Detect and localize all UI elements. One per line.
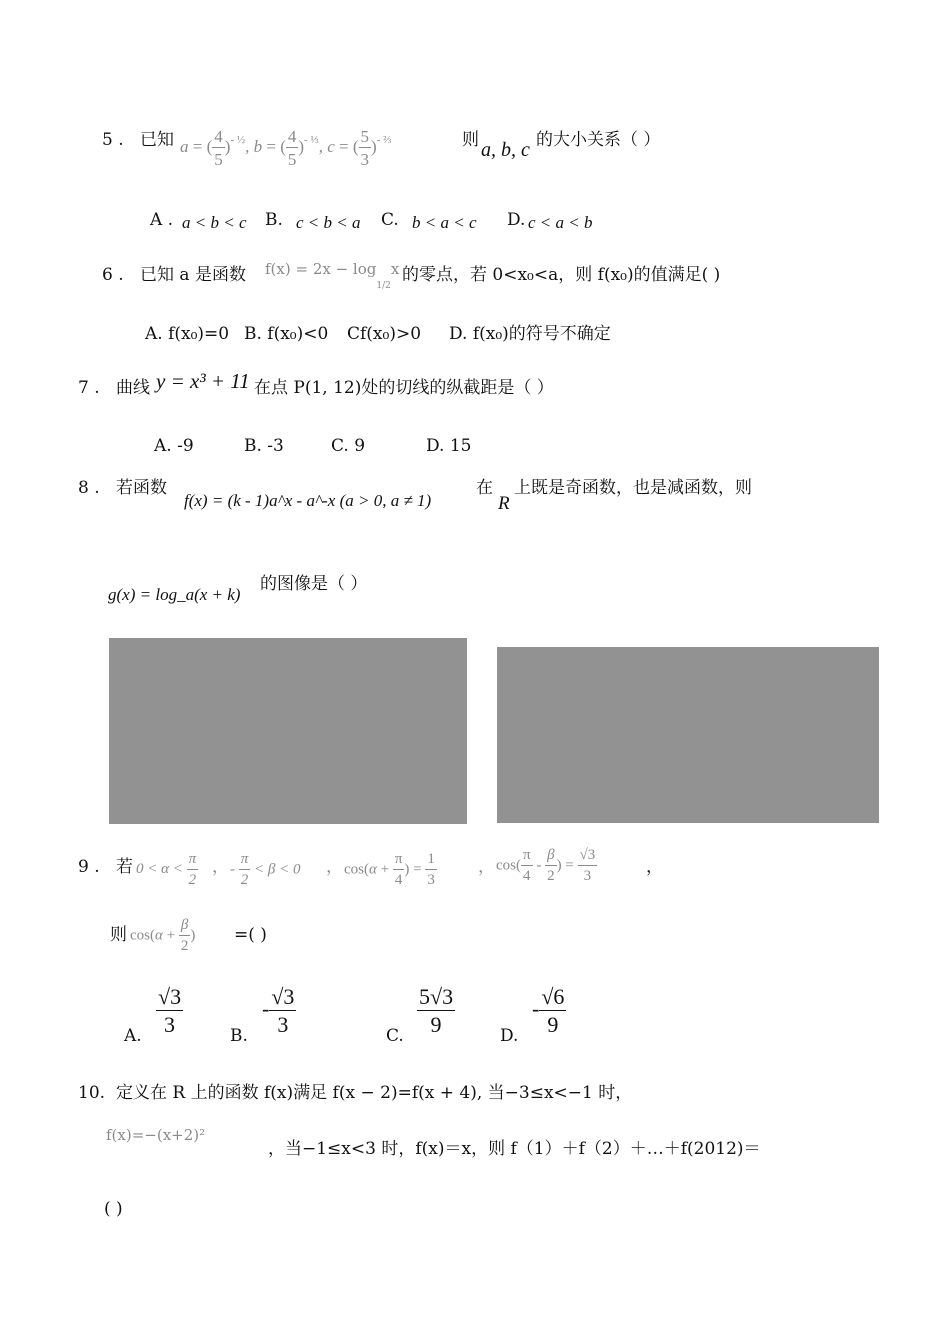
q7-option-a: A. -9 [154, 436, 194, 456]
q10-number: 10. [78, 1083, 106, 1103]
q9-comma-4: ， [646, 857, 663, 877]
q7-tail: 在点 P(1, 12)处的切线的纵截距是（ ） [254, 378, 554, 398]
q9-comma-2: ， [326, 857, 343, 877]
q9-condition-1: 0 < α < $\frac{\pi}{2}$ [136, 851, 197, 888]
q6-tail: 的零点，若 0<x₀<a，则 f(x₀)的值满足( ) [402, 265, 721, 285]
q9-condition-2: - $\frac{\pi}{2}$ < β < 0 [230, 851, 301, 888]
q9-option-d-value: - $\frac{√6}{9}$ [532, 984, 565, 1037]
q8-number: 8 . [78, 478, 100, 498]
q9-condition-4: cos( $\frac{\pi}{4}$ - $\frac{\beta}{2}$ ) = $\frac{√3}{3}$ [496, 847, 596, 884]
q10-line-2-expression: f(x)=−(x+2)² [106, 1126, 206, 1144]
q6-option-a: A. f(x₀)=0 [145, 324, 230, 344]
q8-domain: R [498, 493, 510, 514]
q9-number: 9 . [78, 857, 100, 877]
q9-ask: cos(α + $\frac{\beta}{2}$ ) [130, 917, 196, 954]
q9-then: 则 [110, 925, 127, 945]
q9-option-d-label: D. [500, 1026, 519, 1046]
q6-lead: 已知 a 是函数 [140, 265, 246, 285]
q5-option-c-label: C. [381, 210, 399, 230]
q7-lead: 曲线 [116, 378, 150, 398]
q9-lead: 若 [116, 857, 133, 877]
q5-mid: 则 [462, 130, 479, 150]
q9-option-b-label: B. [230, 1026, 248, 1046]
q5-option-c-expr: b < a < c [412, 213, 477, 232]
q10-line-2-tail: ，当−1≤x<3 时，f(x)＝x，则 f（1）＋f（2）＋…＋f(2012)＝ [268, 1139, 761, 1159]
q9-option-c-value: $\frac{5√3}{9}$ [419, 984, 454, 1037]
q5-option-b-expr: c < b < a [296, 213, 361, 232]
q5-number: 5 . [102, 130, 124, 150]
q5-lead: 已知 [140, 130, 174, 150]
q8-tail: 上既是奇函数，也是减函数，则 [514, 478, 752, 498]
q6-option-d: D. f(x₀)的符号不确定 [449, 324, 611, 344]
q8-expression: f(x) = (k - 1)a^x - a^-x (a > 0, a ≠ 1) [184, 491, 432, 510]
q8-lead: 若函数 [116, 478, 167, 498]
q8-graph-image-left [109, 638, 467, 824]
q5-option-d-expr: c < a < b [528, 213, 593, 232]
q10-line-1: 定义在 R 上的函数 f(x)满足 f(x − 2)=f(x + 4), 当−3≤x<−1 时， [116, 1083, 633, 1103]
q9-comma-1: ， [212, 857, 229, 877]
q8-g-tail: 的图像是（ ） [260, 574, 368, 594]
q9-option-a-label: A. [124, 1026, 142, 1046]
q8-graph-image-right [497, 647, 879, 823]
q7-expression: y = x³ + 11 [156, 369, 250, 393]
q5-tail: 的大小关系（ ） [536, 130, 661, 150]
q6-function: $f(x) = 2x - \log_{1/2}x$ [265, 260, 400, 291]
q6-option-b: B. f(x₀)<0 [244, 324, 329, 344]
q5-option-a-label: A . [150, 210, 174, 230]
q9-comma-3: ， [478, 857, 495, 877]
q5-vars: a, b, c [481, 139, 530, 161]
q8-mid: 在 [476, 478, 493, 498]
q10-line-3: ( ) [104, 1199, 123, 1219]
q5-option-b-label: B. [265, 210, 283, 230]
q6-number: 6 . [102, 265, 124, 285]
q9-ask-tail: =( ) [234, 925, 267, 945]
q9-option-a-value: $\frac{√3}{3}$ [158, 984, 182, 1037]
q5-formula: a = ( $\frac{4}{5}$ )$^{- \frac{1}{2}}$, b = ( $\frac{4}{5}$ )$^{- \frac{1}{3}}$, c = ( $\frac{5}{3}$ )$^{- \frac{2}{3}}$ [180, 127, 392, 169]
q9-option-c-label: C. [386, 1026, 404, 1046]
q6-option-c: Cf(x₀)>0 [347, 324, 422, 344]
q7-option-b: B. -3 [244, 436, 284, 456]
q7-number: 7 . [78, 378, 100, 398]
q7-option-d: D. 15 [426, 436, 472, 456]
q7-option-c: C. 9 [331, 436, 366, 456]
q5-option-a-expr: a < b < c [182, 213, 247, 232]
q5-option-d-label: D. [507, 210, 526, 230]
q8-g-expression: g(x) = log_a(x + k) [108, 585, 241, 604]
q9-condition-3: cos(α + $\frac{\pi}{4}$ ) = $\frac{1}{3}$ [344, 851, 435, 888]
q9-option-b-value: - $\frac{√3}{3}$ [262, 984, 295, 1037]
